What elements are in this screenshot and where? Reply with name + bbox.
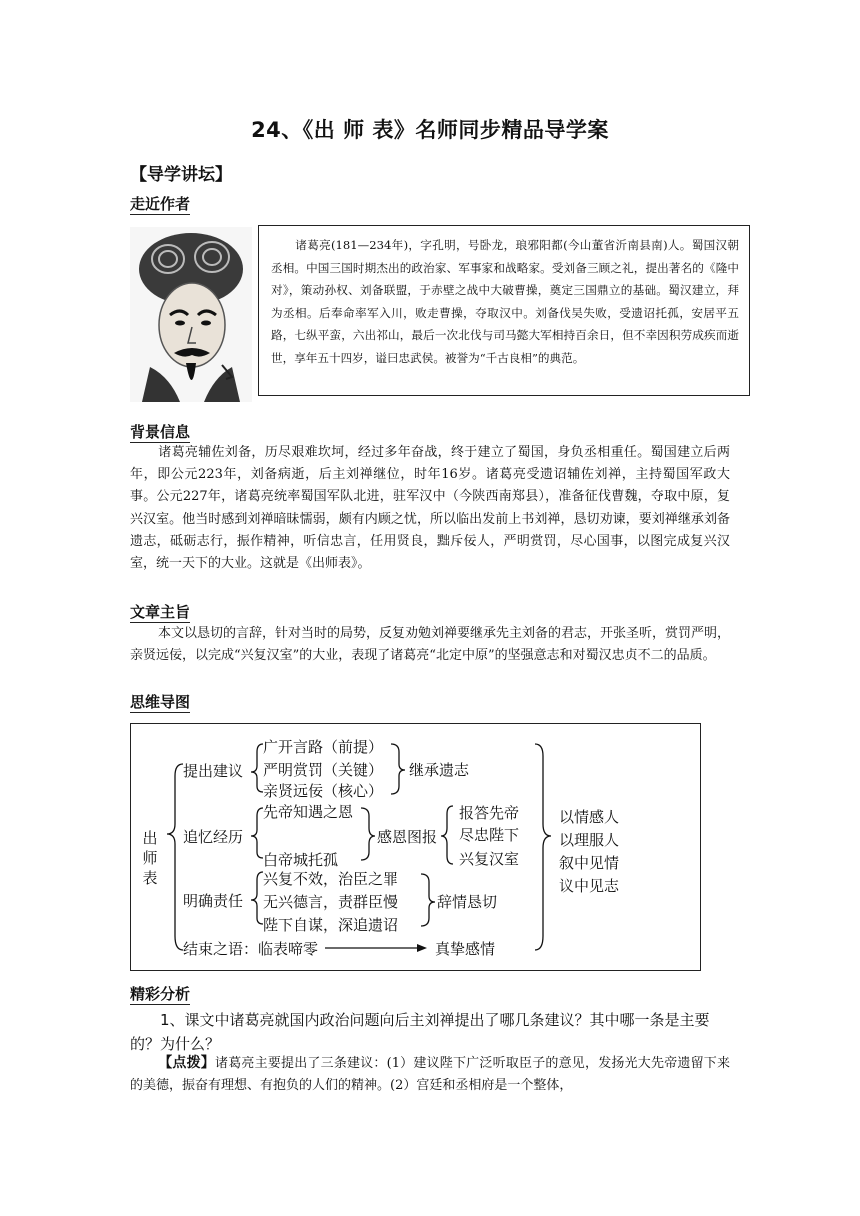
summary-item: 以情感人 [559,808,620,826]
background-heading: 背景信息 [130,423,191,441]
branch-ending: 结束之语：临表啼零 [183,940,319,958]
hint-label: 【点拨】 [158,1055,216,1071]
root-char: 表 [142,869,158,887]
theme-text: 本文以恳切的言辞，针对当时的局势，反复劝勉刘禅要继承先主刘备的君志，开张圣听，赏罚严明，亲贤远佞，以完成“兴复汉室”的大业，表现了诸葛亮“北定中原”的坚强意志和对蜀汉忠贞不二的品质。 [130,626,731,664]
repay-item: 报答先帝 [459,804,520,822]
mind-map [130,723,701,971]
duty-item: 无兴德言，责群臣慢 [263,893,399,911]
summary-item: 叙中见情 [559,854,620,872]
theme-heading: 文章主旨 [130,603,191,621]
summary-item: 议中见志 [559,877,620,895]
zhuge-liang-portrait [130,227,252,402]
duty-item: 陛下自谋，深追遗诏 [263,916,399,934]
question-text: 1、课文中诸葛亮就国内政治问题向后主刘禅提出了哪几条建议？其中哪一条是主要的？为什么？ [130,1011,710,1053]
memory-item: 白帝城托孤 [263,851,339,869]
author-bio-box [258,225,750,396]
branch-duties: 明确责任 [183,892,244,910]
theme-text-block [130,623,730,667]
repay-item: 兴复汉室 [459,850,520,868]
question-block [130,1008,730,1056]
ending-result: 真挚感情 [435,940,496,958]
mindmap-heading: 思维导图 [130,693,191,711]
memories-result: 感恩图报 [377,828,438,846]
branch-suggestions: 提出建议 [183,762,244,780]
suggestion-item: 广开言路（前提） [263,738,384,756]
hint-text: 诸葛亮主要提出了三条建议：(1）建议陛下广泛听取臣子的意见，发扬光大先帝遗留下来的美德，振奋有理想、有抱负的人们的精神。(2）宫廷和丞相府是一个整体， [130,1056,731,1094]
author-heading: 走近作者 [130,195,191,213]
background-text-block [130,442,730,575]
summary-item: 以理服人 [559,831,620,849]
repay-item: 尽忠陛下 [459,826,520,844]
hint-block [130,1052,730,1097]
memory-item: 先帝知遇之恩 [263,803,354,821]
analysis-heading: 精彩分析 [130,985,191,1003]
author-bio: 诸葛亮(181—234年)，字孔明，号卧龙，琅邪阳都(今山董省沂南县南)人。蜀国汉朝丞相。中国三国时期杰出的政治家、军事家和战略家。受刘备三顾之礼，提出著名的《隆中对》，策动孙权、刘备联盟，于赤壁之战中大破曹操，奠定三国鼎立的基础。蜀汉建立，拜为丞相。后奉命率军入川，败走曹操，夺取汉中。刘备伐吴失败，受遗诏托孤，安居平五路，七纵平蛮，六出祁山，最后一次北伐与司马懿大军相持百余日，但不幸因积劳成疾而逝世，享年五十四岁，谥曰忠武侯。被誉为“千古良相”的典范。 [271,238,739,365]
root-char: 出 [142,829,158,847]
duties-result: 辞情恳切 [437,893,498,911]
mindmap-root [141,828,159,888]
suggestion-item: 亲贤远佞（核心） [263,782,384,800]
duty-item: 兴复不效，治臣之罪 [263,870,399,888]
branch-memories: 追忆经历 [183,828,244,846]
page-title: 24、《出 师 表》名师同步精品导学案 [251,118,609,142]
root-char: 师 [142,849,158,867]
background-text: 诸葛亮辅佐刘备，历尽艰难坎坷，经过多年奋战，终于建立了蜀国，身负丞相重任。蜀国建立后两年，即公元223年，刘备病逝，后主刘禅继位，时年16岁。诸葛亮受遗诏辅佐刘禅，主持蜀国军政大事。公元227年，诸葛亮统率蜀国军队北进，驻军汉中（今陕西南郑县），准备征伐曹魏，夺取中原，复兴汉室。他当时感到刘禅暗昧懦弱，颇有内顾之忧，所以临出发前上书刘禅，恳切劝谏，要刘禅继承刘备遗志，砥砺志行，振作精神，听信忠言，任用贤良，黜斥佞人，严明赏罚，尽心国事，以图完成复兴汉室，统一天下的大业。这就是《出师表》。 [130,445,730,572]
section-header: 【导学讲坛】 [130,165,232,185]
suggestions-result: 继承遗志 [409,761,470,779]
suggestion-item: 严明赏罚（关键） [263,761,384,779]
